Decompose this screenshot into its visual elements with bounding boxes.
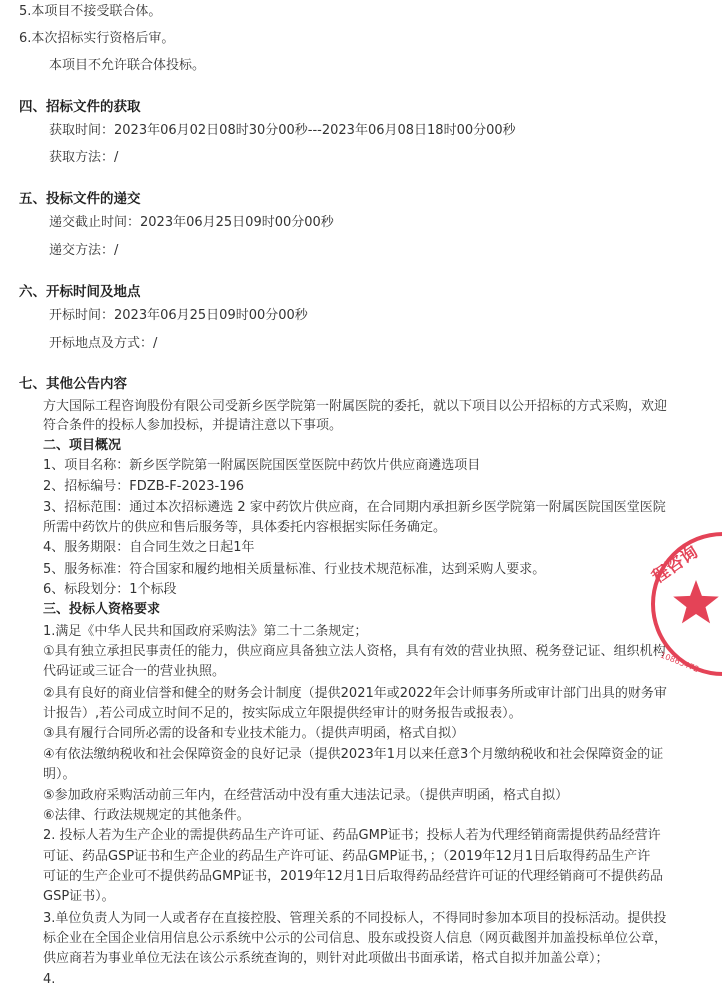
svg-text:程咨询: 程咨询 — [648, 542, 702, 588]
qual-1d-line-2: 明）。 — [43, 767, 76, 782]
intro-line-1: 方大国际工程咨询股份有限公司受新乡医学院第一附属医院的委托，就以下项目以公开招标的方式采购，欢迎 — [43, 399, 668, 414]
item-5-text: 5.本项目不接受联合体。 — [19, 4, 162, 19]
qual-2-line-1: 2. 投标人若为生产企业的需提供药品生产许可证、药品GMP证书；投标人若为代理经销商需提供药品经营许 — [43, 828, 661, 843]
qualification-heading: 三、投标人资格要求 — [43, 602, 161, 617]
qual-4: 4. — [43, 972, 56, 987]
intro-line-2: 符合条件的投标人参加投标，并提请注意以下事项。 — [43, 418, 343, 433]
qual-1b-line-2: 计报告）,若公司成立时间不足的，按实际成立年限提供经审计的财务报告或报表）。 — [43, 706, 522, 721]
section-7-heading: 七、其他公告内容 — [19, 376, 127, 392]
overview-item-6: 6、标段划分：1个标段 — [43, 582, 177, 597]
qual-2-line-4: GSP证书）。 — [43, 889, 115, 904]
doc-obtain-method: 获取方法：/ — [49, 150, 119, 165]
overview-item-3b: 所需中药饮片的供应和售后服务等，具体委托内容根据实际任务确定。 — [43, 520, 447, 535]
qual-1e: ⑤参加政府采购活动前三年内，在经营活动中没有重大违法记录。（提供声明函，格式自拟） — [43, 788, 569, 803]
svg-text:10863472: 10863472 — [659, 650, 701, 675]
qual-1f: ⑥法律、行政法规规定的其他条件。 — [43, 808, 250, 823]
qual-1: 1.满足《中华人民共和国政府采购法》第二十二条规定； — [43, 624, 368, 639]
opening-place: 开标地点及方式：/ — [49, 336, 158, 351]
opening-time: 开标时间：2023年06月25日09时00分00秒 — [49, 308, 308, 323]
qual-1c: ③具有履行合同所必需的设备和专业技术能力。（提供声明函，格式自拟） — [43, 726, 465, 741]
overview-heading: 二、项目概况 — [43, 438, 122, 453]
overview-item-2: 2、招标编号：FDZB-F-2023-196 — [43, 479, 245, 494]
qual-3-line-3: 供应商若为事业单位无法在该公示系统查询的，则针对此项做出书面承诺，格式自拟并加盖公章）； — [43, 951, 609, 966]
qual-3-line-2: 标企业在全国企业信用信息公示系统中公示的公司信息、股东或投资人信息（网页截图并加盖投标单位公章， — [43, 931, 668, 946]
overview-item-1: 1、项目名称：新乡医学院第一附属医院国医堂医院中药饮片供应商遴选项目 — [43, 458, 481, 473]
doc-obtain-time: 获取时间：2023年06月02日08时30分00秒---2023年06月08日18时00分00秒 — [49, 123, 516, 138]
overview-item-4: 4、服务期限：自合同生效之日起1年 — [43, 540, 255, 555]
qual-1b-line-1: ②具有良好的商业信誉和健全的财务会计制度（提供2021年或2022年会计师事务所或审计部门出具的财务审 — [43, 686, 667, 701]
consortium-note: 本项目不允许联合体投标。 — [49, 58, 206, 73]
qual-1a-line-2: 代码证或三证合一的营业执照。 — [43, 664, 226, 679]
qual-1a-line-1: ①具有独立承担民事责任的能力，供应商应具备独立法人资格，具有有效的营业执照、税务登记证、组织机构 — [43, 644, 666, 659]
qual-3-line-1: 3.单位负责人为同一人或者存在直接控股、管理关系的不同投标人，不得同时参加本项目的投标活动。提供投 — [43, 911, 667, 926]
submission-deadline: 递交截止时间：2023年06月25日09时00分00秒 — [49, 215, 334, 230]
overview-item-5: 5、服务标准：符合国家和履约地相关质量标准、行业技术规范标准，达到采购人要求。 — [43, 562, 546, 577]
overview-item-3a: 3、招标范围：通过本次招标遴选 2 家中药饮片供应商，在合同期内承担新乡医学院第一附属医院国医堂医院 — [43, 500, 666, 515]
company-seal-icon — [648, 512, 722, 697]
submission-method: 递交方法：/ — [49, 243, 119, 258]
qual-2-line-2: 可证、药品GSP证书和生产企业的药品生产许可证、药品GMP证书，；（2019年12月1日后取得药品生产许 — [43, 849, 651, 864]
section-5-heading: 五、投标文件的递交 — [19, 191, 141, 207]
qual-2-line-3: 可证的生产企业可不提供药品GMP证书，2019年12月1日后取得药品经营许可证的代理经销商可不提供药品 — [43, 869, 664, 884]
section-4-heading: 四、招标文件的获取 — [19, 99, 141, 115]
item-6-text: 6.本次招标实行资格后审。 — [19, 31, 175, 46]
section-6-heading: 六、开标时间及地点 — [19, 284, 141, 300]
qual-1d-line-1: ④有依法缴纳税收和社会保障资金的良好记录（提供2023年1月以来任意3个月缴纳税收和社会保障资金的证 — [43, 747, 664, 762]
